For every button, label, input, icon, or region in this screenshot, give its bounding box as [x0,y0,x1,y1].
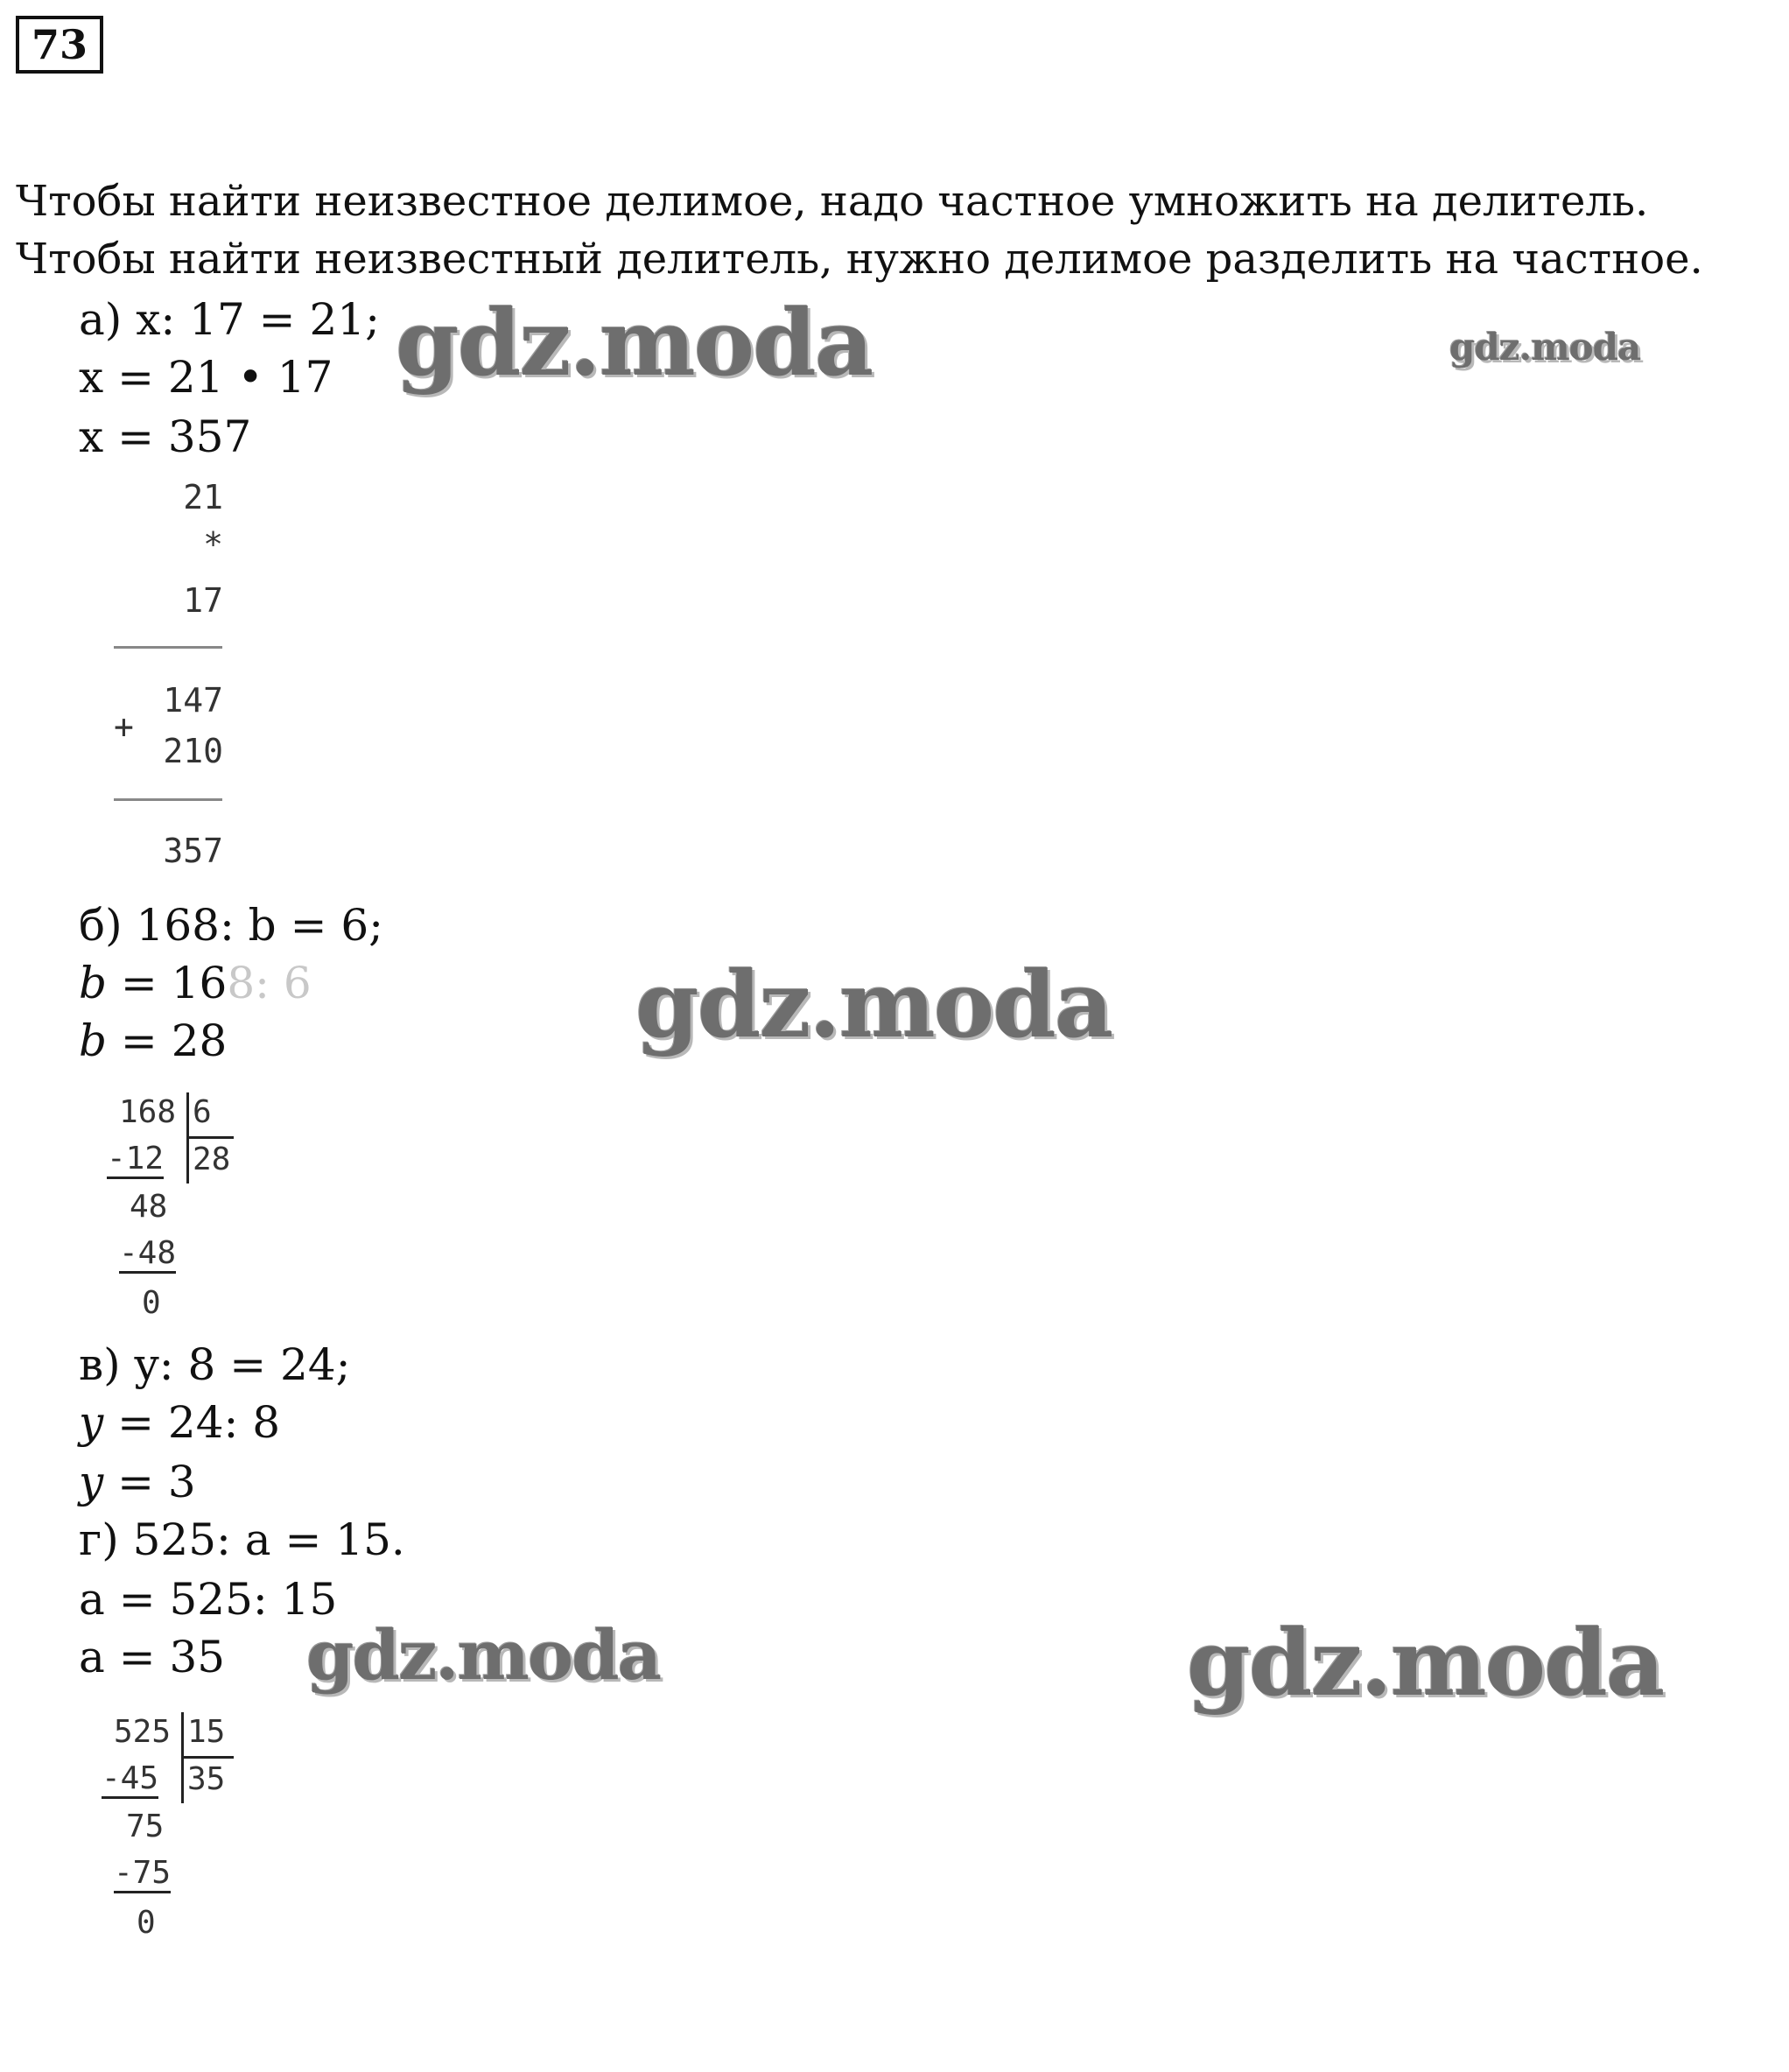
part-a-step: x = 21 • 17 [79,352,333,403]
div-d-subtract-1: -45 [102,1761,158,1799]
div-d-divisor-line [183,1756,234,1759]
rule-divisor: Чтобы найти неизвестный делитель, нужно делимое разделить на частное. [16,235,1703,284]
part-d-answer: a = 35 [79,1632,226,1682]
part-a-equation: а) x: 17 = 21; [79,294,380,345]
part-b-step: b = 168: 6 [79,958,312,1008]
mult-line-1 [114,646,222,649]
div-d-quotient: 35 [187,1761,226,1797]
div-b-remainder-2: 0 [142,1285,161,1321]
div-b-subtract-2: -48 [119,1236,176,1274]
mult-factor-2: 17 [183,581,223,620]
watermark-4: gdz.moda [306,1616,661,1696]
part-c-equation: в) y: 8 = 24; [79,1339,351,1390]
mult-sign: * [203,525,223,564]
div-d-remainder-2: 0 [137,1905,156,1941]
part-b-answer: b = 28 [79,1015,228,1066]
part-d-equation: г) 525: a = 15. [79,1514,405,1565]
part-d-step: a = 525: 15 [79,1574,338,1625]
mult-plus-sign: + [114,707,134,746]
mult-result: 357 [163,832,223,870]
part-b-equation: б) 168: b = 6; [79,900,384,951]
watermark-5: gdz.moda [1187,1609,1664,1717]
div-b-divisor: 6 [193,1094,212,1130]
div-d-subtract-2: -75 [114,1856,171,1893]
div-d-divisor: 15 [187,1714,226,1750]
watermark-2: gdz.moda [1449,326,1641,369]
mult-partial-1: 147 [163,681,223,720]
part-c-answer: y = 3 [79,1457,196,1507]
rule-dividend: Чтобы найти неизвестное делимое, надо частное умножить на делитель. [16,177,1649,226]
div-d-remainder-1: 75 [126,1809,165,1844]
watermark-3: gdz.moda [635,951,1112,1058]
div-b-quotient: 28 [193,1141,231,1177]
mult-partial-2: 210 [163,732,223,770]
div-b-divisor-line [188,1136,234,1139]
watermark-1: gdz.moda [396,289,873,397]
div-b-remainder-1: 48 [130,1189,168,1225]
mult-line-2 [114,798,222,801]
part-c-step: y = 24: 8 [79,1397,281,1448]
mult-factor-1: 21 [183,478,223,516]
div-d-dividend: 525 [114,1714,172,1750]
task-number: 73 [16,16,103,74]
part-a-answer: x = 357 [79,411,252,462]
div-b-subtract-1: -12 [107,1141,164,1179]
div-b-dividend: 168 [119,1094,177,1130]
